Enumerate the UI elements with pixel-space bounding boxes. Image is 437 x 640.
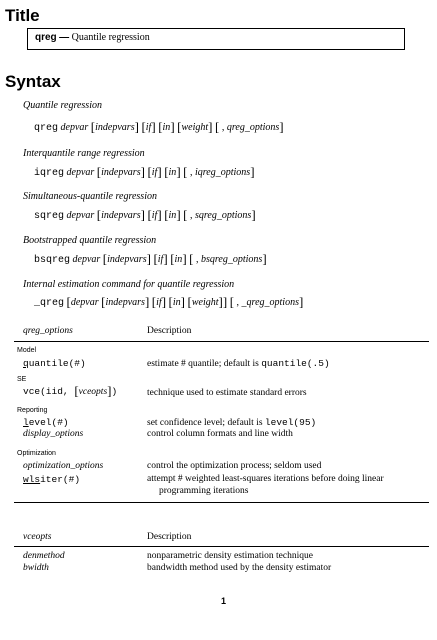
syntax-label-qreg: Quantile regression [23,100,102,111]
options-table-header-opt: qreg_options [23,326,73,336]
syntax-label-_qreg: Internal estimation command for quantile regression [23,279,235,290]
opt-level: level(#) [23,417,69,428]
opt-vce: vce(iid, [vceopts]) [23,383,118,398]
title-box [27,28,405,50]
options-table-bottom-rule [14,502,429,503]
vce-desc-denmethod: nonparametric density estimation technique [147,551,313,561]
syntax-label-sqreg: Simultaneous-quantile regression [23,191,157,202]
vce-table-header-opt: vceopts [23,532,52,542]
syntax-line-_qreg: _qreg [depvar [indepvars] [if] [in] [weight]] [ , _qreg_options] [34,294,304,309]
group-model: Model [17,347,37,354]
desc-wlsiter: attempt # weighted least-squares iterations before doing linear [147,474,384,484]
title-dash: — [59,32,70,43]
title-heading: Title [5,6,40,25]
group-reporting: Reporting [17,407,48,414]
opt-wlsiter: wlsiter(#) [23,474,81,485]
title-cmd: qreg [35,32,57,43]
vce-opt-bwidth: bwidth [23,563,49,573]
desc-wlsiter-cont: programming iterations [159,486,249,496]
group-optimization: Optimization [17,450,56,457]
title-desc: Quantile regression [71,32,150,43]
desc-optimization-options: control the optimization process; seldom used [147,461,322,471]
syntax-line-iqreg: iqreg depvar [indepvars] [if] [in] [ , iqreg_options] [34,164,255,179]
syntax-heading: Syntax [5,72,61,91]
opt-display-options: display_options [23,429,84,439]
syntax-line-sqreg: sqreg depvar [indepvars] [if] [in] [ , sqreg_options] [34,207,256,222]
page-number: 1 [221,596,227,606]
opt-optimization-options: optimization_options [23,461,104,471]
syntax-line-bsqreg: bsqreg depvar [indepvars] [if] [in] [ , bsqreg_options] [34,251,267,266]
syntax-label-bsqreg: Bootstrapped quantile regression [23,235,157,246]
title-box-text [35,32,150,43]
vce-table-rule [14,546,429,547]
group-se: SE [17,376,27,383]
vce-table-header-desc: Description [147,532,192,542]
vce-desc-bwidth: bandwidth method used by the density estimator [147,563,332,573]
desc-level: set confidence level; default is level(95) [147,417,317,428]
options-table-header-desc: Description [147,326,192,336]
desc-display-options: control column formats and line width [147,429,293,439]
syntax-line-qreg: qreg depvar [indepvars] [if] [in] [weight] [ , qreg_options] [34,119,284,134]
opt-quantile: quantile(#) [23,358,86,369]
syntax-label-iqreg: Interquantile range regression [23,148,145,159]
options-table-rule [14,341,429,342]
desc-vce: technique used to estimate standard errors [147,388,307,398]
desc-quantile: estimate # quantile; default is quantile(.5) [147,358,330,369]
vce-opt-denmethod: denmethod [23,551,65,561]
